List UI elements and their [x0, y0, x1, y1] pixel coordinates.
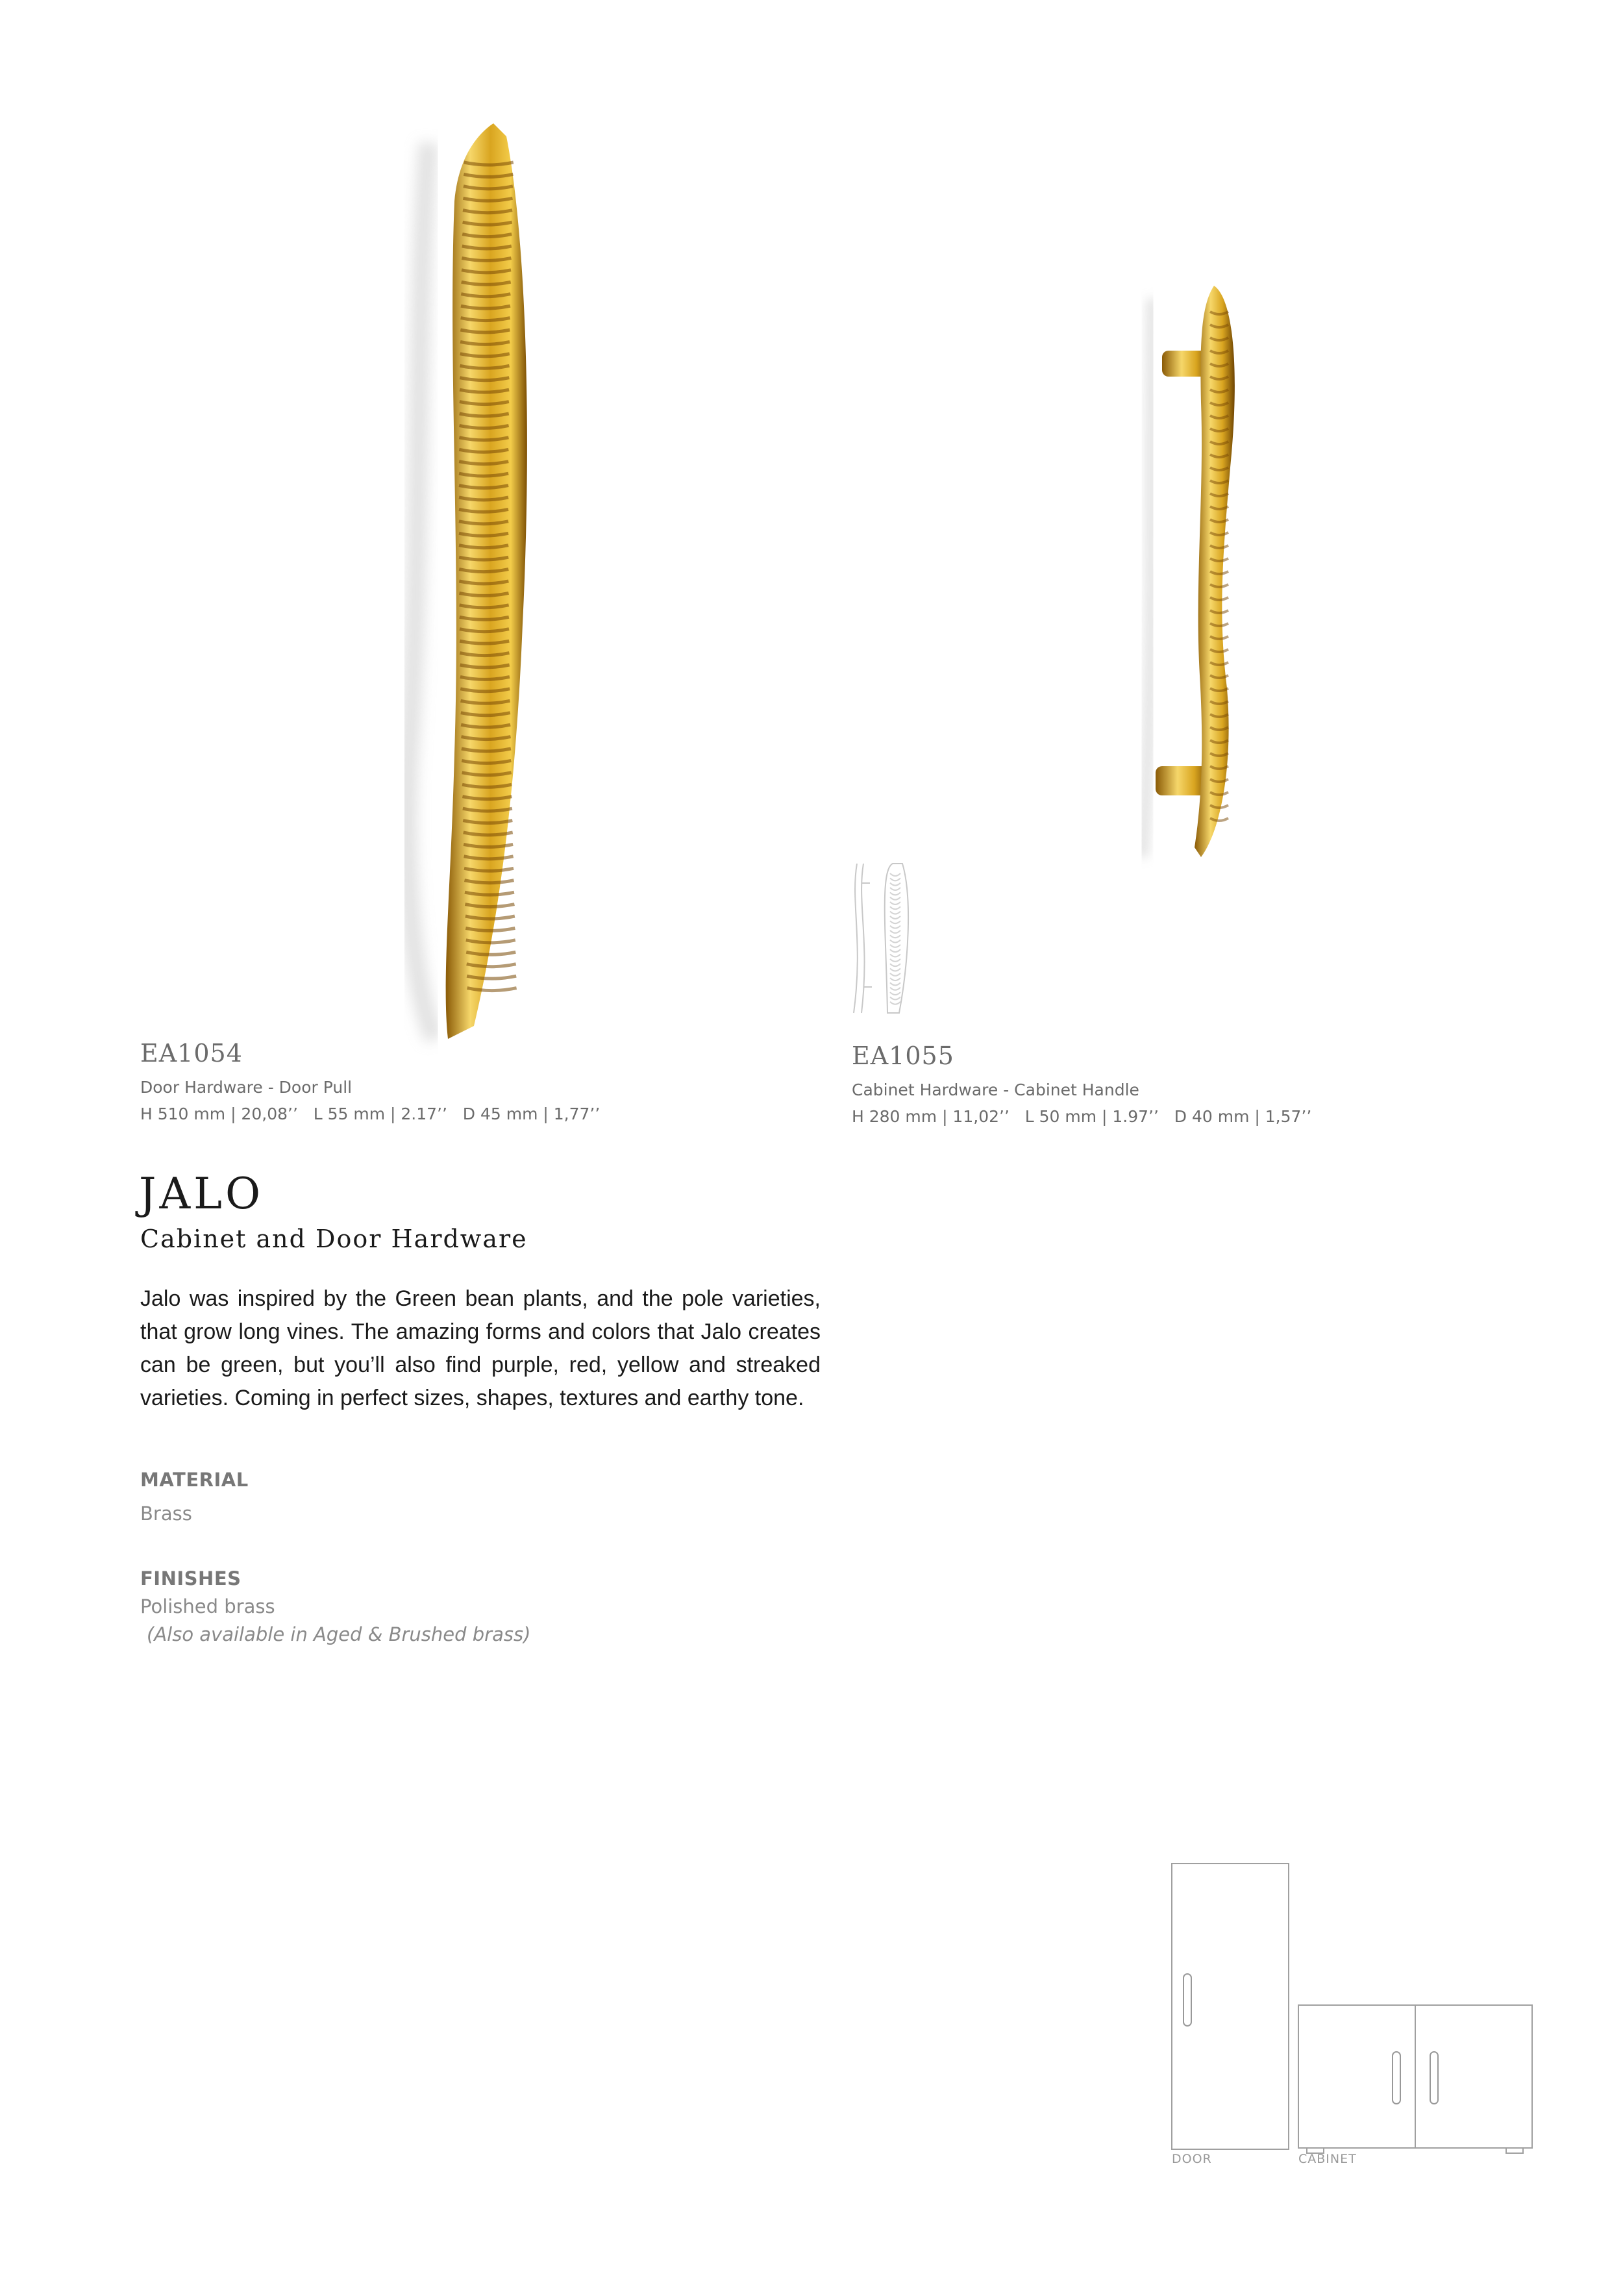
door-pull-image: [377, 104, 571, 1065]
product-dimensions-cabinet-handle: H 280 mm | 11,02’’ L 50 mm | 1.97’’ D 40 mm | 1,57’’: [852, 1107, 1312, 1126]
product-code-ea1055: EA1055: [852, 1042, 954, 1070]
finishes-note: (Also available in Aged & Brushed brass): [147, 1623, 531, 1645]
collection-title: JALO: [139, 1169, 264, 1219]
cabinet-handle-left-icon: [1393, 2052, 1400, 2104]
product-subtitle-door-pull: Door Hardware - Door Pull: [140, 1078, 353, 1097]
finishes-value: Polished brass: [140, 1595, 275, 1617]
diagram-door-label: DOOR: [1172, 2152, 1212, 2166]
cabinet-handle-right-icon: [1430, 2052, 1438, 2104]
usage-diagram: [1165, 1857, 1535, 2169]
collection-description: Jalo was inspired by the Green bean plants, and the pole varieties, that grow long vines. The amazing forms and colors that Jalo creates can be green, but you’ll also find purple, red, yellow and streaked varieties. Coming in perfect sizes, shapes, textures and earthy tone.: [140, 1286, 821, 1410]
door-handle-icon: [1183, 1974, 1191, 2026]
material-value: Brass: [140, 1503, 192, 1525]
diagram-cabinet-label: CABINET: [1298, 2152, 1357, 2166]
material-heading: MATERIAL: [140, 1469, 249, 1491]
cabinet-handle-image: [1104, 273, 1272, 883]
finishes-heading: FINISHES: [140, 1567, 242, 1590]
product-subtitle-cabinet-handle: Cabinet Hardware - Cabinet Handle: [852, 1080, 1139, 1099]
handle-line-sketch-icon: [847, 857, 925, 1019]
product-dimensions-door-pull: H 510 mm | 20,08’’ L 55 mm | 2.17’’ D 45 mm | 1,77’’: [140, 1104, 601, 1123]
product-code-ea1054: EA1054: [140, 1039, 243, 1067]
collection-subtitle: Cabinet and Door Hardware: [140, 1225, 528, 1253]
